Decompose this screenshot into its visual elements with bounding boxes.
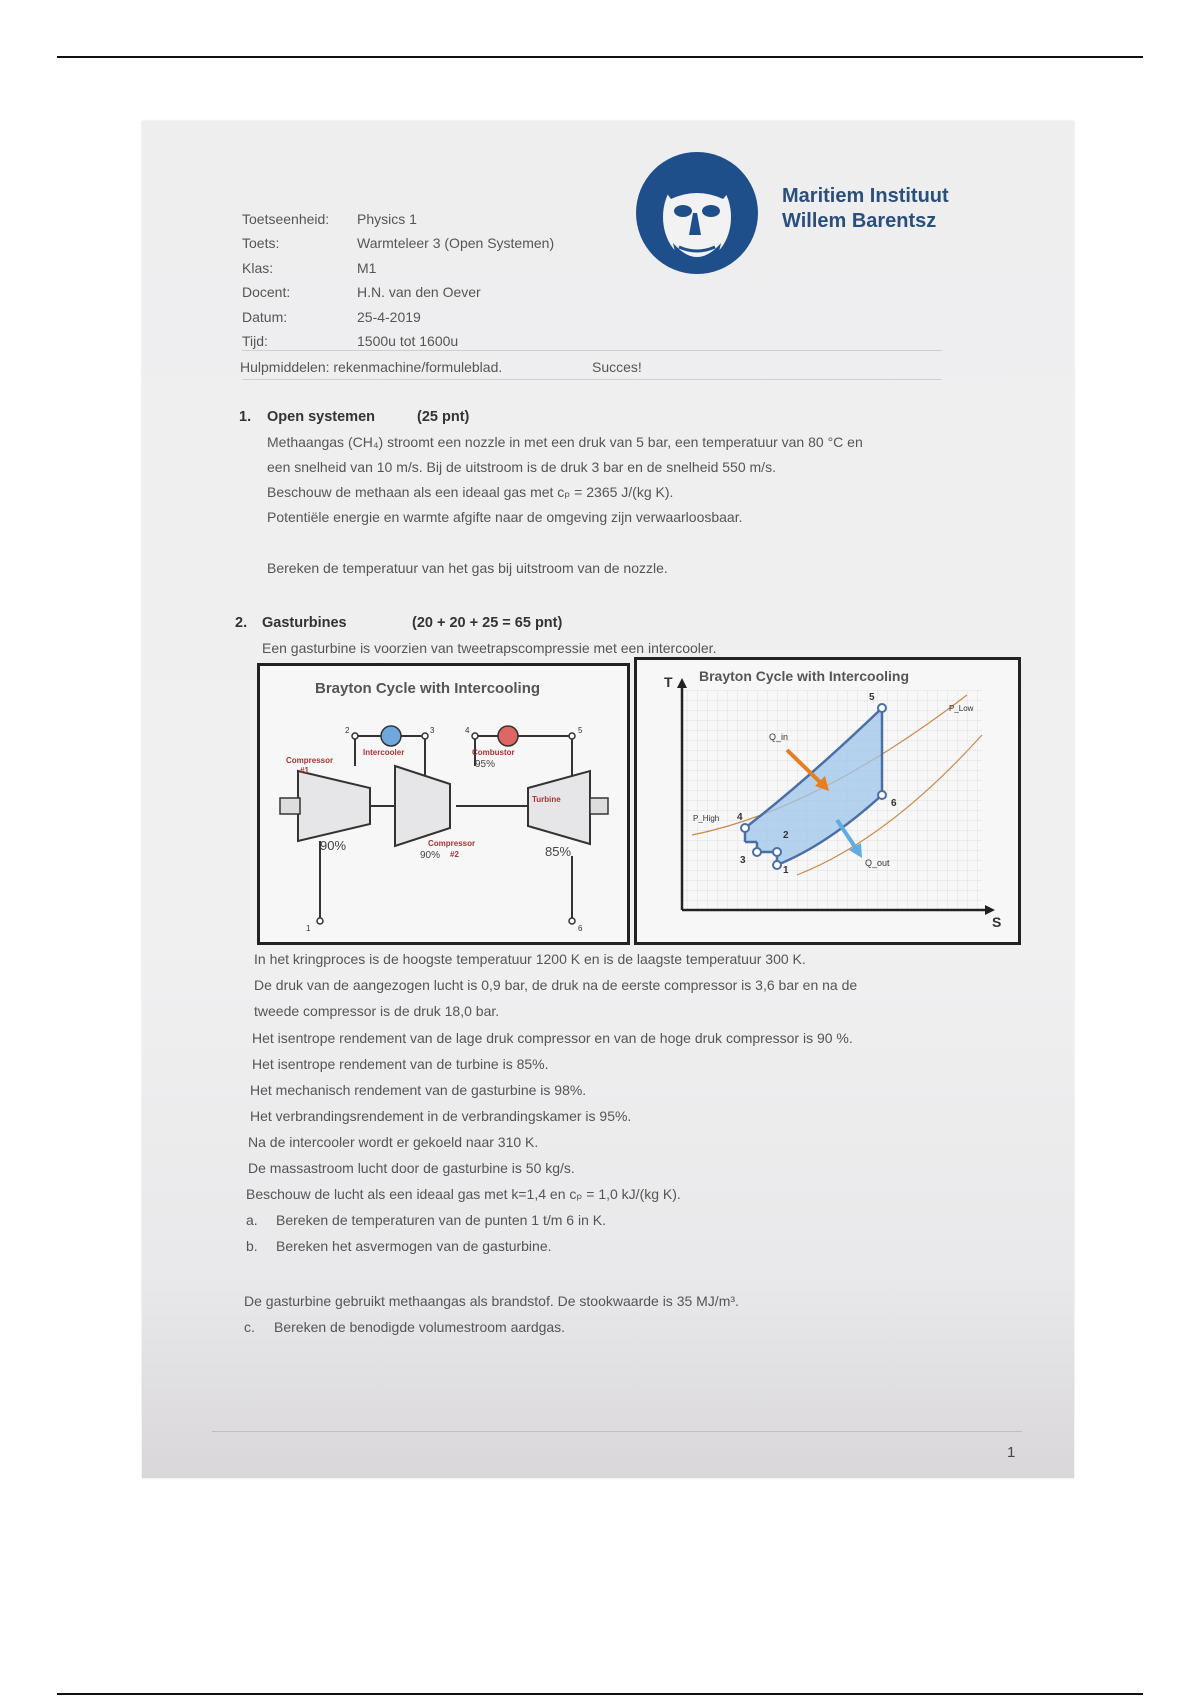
q2-line: Na de intercooler wordt er gekoeld naar 310 K. xyxy=(248,1134,539,1150)
schematic-point-5: 5 xyxy=(578,726,583,735)
field-value-tijd: 1500u tot 1600u xyxy=(357,333,459,349)
schematic-point-2: 2 xyxy=(345,726,350,735)
compressor2-efficiency: 90% xyxy=(420,850,441,861)
q2c-text: Bereken de benodigde volumestroom aardgas. xyxy=(274,1319,566,1335)
q2c-letter: c. xyxy=(244,1319,255,1335)
institute-logo xyxy=(635,151,759,275)
q2b-text: Bereken het asvermogen van de gasturbine. xyxy=(276,1238,552,1254)
q1-points: (25 pnt) xyxy=(417,409,470,425)
schematic-title: Brayton Cycle with Intercooling xyxy=(315,680,541,697)
header-divider-lower xyxy=(242,379,942,380)
field-value-datum: 25-4-2019 xyxy=(357,309,421,325)
q2-title: Gasturbines xyxy=(262,615,347,631)
turbine-label: Turbine xyxy=(532,795,561,804)
ts-title: Brayton Cycle with Intercooling xyxy=(699,668,910,684)
q1-line: Potentiële energie en warmte afgifte naar de omgeving zijn verwaarloosbaar. xyxy=(267,509,743,525)
header-divider xyxy=(242,350,942,351)
field-label-klas: Klas: xyxy=(242,260,274,276)
q1-line: een snelheid van 10 m/s. Bij de uitstroom is de druk 3 bar en de snelheid 550 m/s. xyxy=(267,459,776,475)
q1-line: Methaangas (CH₄) stroomt een nozzle in met een druk van 5 bar, een temperatuur van 80 °C en xyxy=(267,434,863,450)
ts-point-2: 2 xyxy=(783,830,789,841)
compressor1-label: Compressor xyxy=(286,756,334,765)
q1-question: Bereken de temperatuur van het gas bij uitstroom van de nozzle. xyxy=(267,560,668,576)
q2a-text: Bereken de temperaturen van de punten 1 t/m 6 in K. xyxy=(276,1212,606,1228)
institute-name-line1: Maritiem Instituut xyxy=(782,185,949,207)
field-label-toets: Toets: xyxy=(242,235,280,251)
q1-title: Open systemen xyxy=(267,409,375,425)
combustor-efficiency: 95% xyxy=(475,759,496,770)
exam-page-photo xyxy=(142,121,1074,1478)
q2-line: tweede compressor is de druk 18,0 bar. xyxy=(254,1003,500,1019)
q2-line: In het kringproces is de hoogste temperatuur 1200 K en is de laagste temperatuur 300 K. xyxy=(254,951,806,967)
q2-line: Het isentrope rendement van de turbine is 85%. xyxy=(252,1056,549,1072)
compressor2-label: Compressor xyxy=(428,839,476,848)
q1-line: Beschouw de methaan als een ideaal gas met cₚ = 2365 J/(kg K). xyxy=(267,484,674,500)
q2-fuel-line: De gasturbine gebruikt methaangas als brandstof. De stookwaarde is 35 MJ/m³. xyxy=(244,1293,739,1309)
ts-point-5: 5 xyxy=(869,692,875,703)
figure-ts-diagram xyxy=(634,657,1021,945)
field-value-toets: Warmteleer 3 (Open Systemen) xyxy=(357,235,555,251)
q2a-letter: a. xyxy=(246,1212,258,1228)
schematic-point-6: 6 xyxy=(578,924,583,933)
schematic-point-4: 4 xyxy=(465,726,470,735)
succes-text: Succes! xyxy=(592,359,642,375)
q2-line: De massastroom lucht door de gasturbine is 50 kg/s. xyxy=(248,1160,575,1176)
q2-line: Het isentrope rendement van de lage druk compressor en van de hoge druk compressor is 90 %. xyxy=(252,1030,853,1046)
page-top-rule xyxy=(57,56,1143,58)
q2-points: (20 + 20 + 25 = 65 pnt) xyxy=(412,615,563,631)
field-value-docent: H.N. van den Oever xyxy=(357,284,481,300)
footer-divider xyxy=(212,1431,1022,1432)
figure-schematic xyxy=(257,663,630,945)
field-label-datum: Datum: xyxy=(242,309,288,325)
q2-line: Het mechanisch rendement van de gasturbine is 98%. xyxy=(250,1082,587,1098)
ts-point-6: 6 xyxy=(891,798,897,809)
schematic-drawing xyxy=(260,666,627,942)
field-label-docent: Docent: xyxy=(242,284,291,300)
ts-axis-x-label: S xyxy=(992,914,1002,930)
q2-line: De druk van de aangezogen lucht is 0,9 bar, de druk na de eerste compressor is 3,6 bar en na de xyxy=(254,977,858,993)
field-label-tijd: Tijd: xyxy=(242,333,268,349)
page-number: 1 xyxy=(1007,1444,1016,1461)
field-value-toetseenheid: Physics 1 xyxy=(357,211,417,227)
compressor1-efficiency: 90% xyxy=(320,838,347,853)
hulpmiddelen-text: Hulpmiddelen: rekenmachine/formuleblad. xyxy=(240,359,503,375)
compressor1-number: #1 xyxy=(300,766,309,775)
compressor2-number: #2 xyxy=(450,850,459,859)
q2-line: Beschouw de lucht als een ideaal gas met k=1,4 en cₚ = 1,0 kJ/(kg K). xyxy=(246,1186,681,1202)
ts-point-3: 3 xyxy=(740,855,746,866)
ts-point-4: 4 xyxy=(737,812,743,823)
combustor-icon xyxy=(498,726,518,746)
intercooler-label: Intercooler xyxy=(363,748,405,757)
ts-q-in-label: Q_in xyxy=(769,732,789,742)
ts-p-high-label: P_High xyxy=(693,814,720,823)
q2b-letter: b. xyxy=(246,1238,258,1254)
ts-point-1: 1 xyxy=(783,865,789,876)
ts-plot xyxy=(637,660,1018,942)
field-value-klas: M1 xyxy=(357,260,377,276)
q2-intro: Een gasturbine is voorzien van tweetrapscompressie met een intercooler. xyxy=(262,640,717,656)
q1-number: 1. xyxy=(239,409,252,425)
field-label-toetseenheid: Toetseenheid: xyxy=(242,211,330,227)
schematic-point-3: 3 xyxy=(430,726,435,735)
schematic-point-1: 1 xyxy=(306,924,311,933)
q2-line: Het verbrandingsrendement in de verbrandingskamer is 95%. xyxy=(250,1108,632,1124)
ts-axis-y-label: T xyxy=(664,674,673,690)
institute-name-line2: Willem Barentsz xyxy=(782,210,937,232)
intercooler-icon xyxy=(381,726,401,746)
ts-p-low-label: P_Low xyxy=(949,704,974,713)
q2-number: 2. xyxy=(235,615,248,631)
turbine-efficiency: 85% xyxy=(545,844,572,859)
page-bottom-rule xyxy=(57,1693,1143,1695)
combustor-label: Combustor xyxy=(472,748,515,757)
ts-q-out-label: Q_out xyxy=(865,858,890,868)
